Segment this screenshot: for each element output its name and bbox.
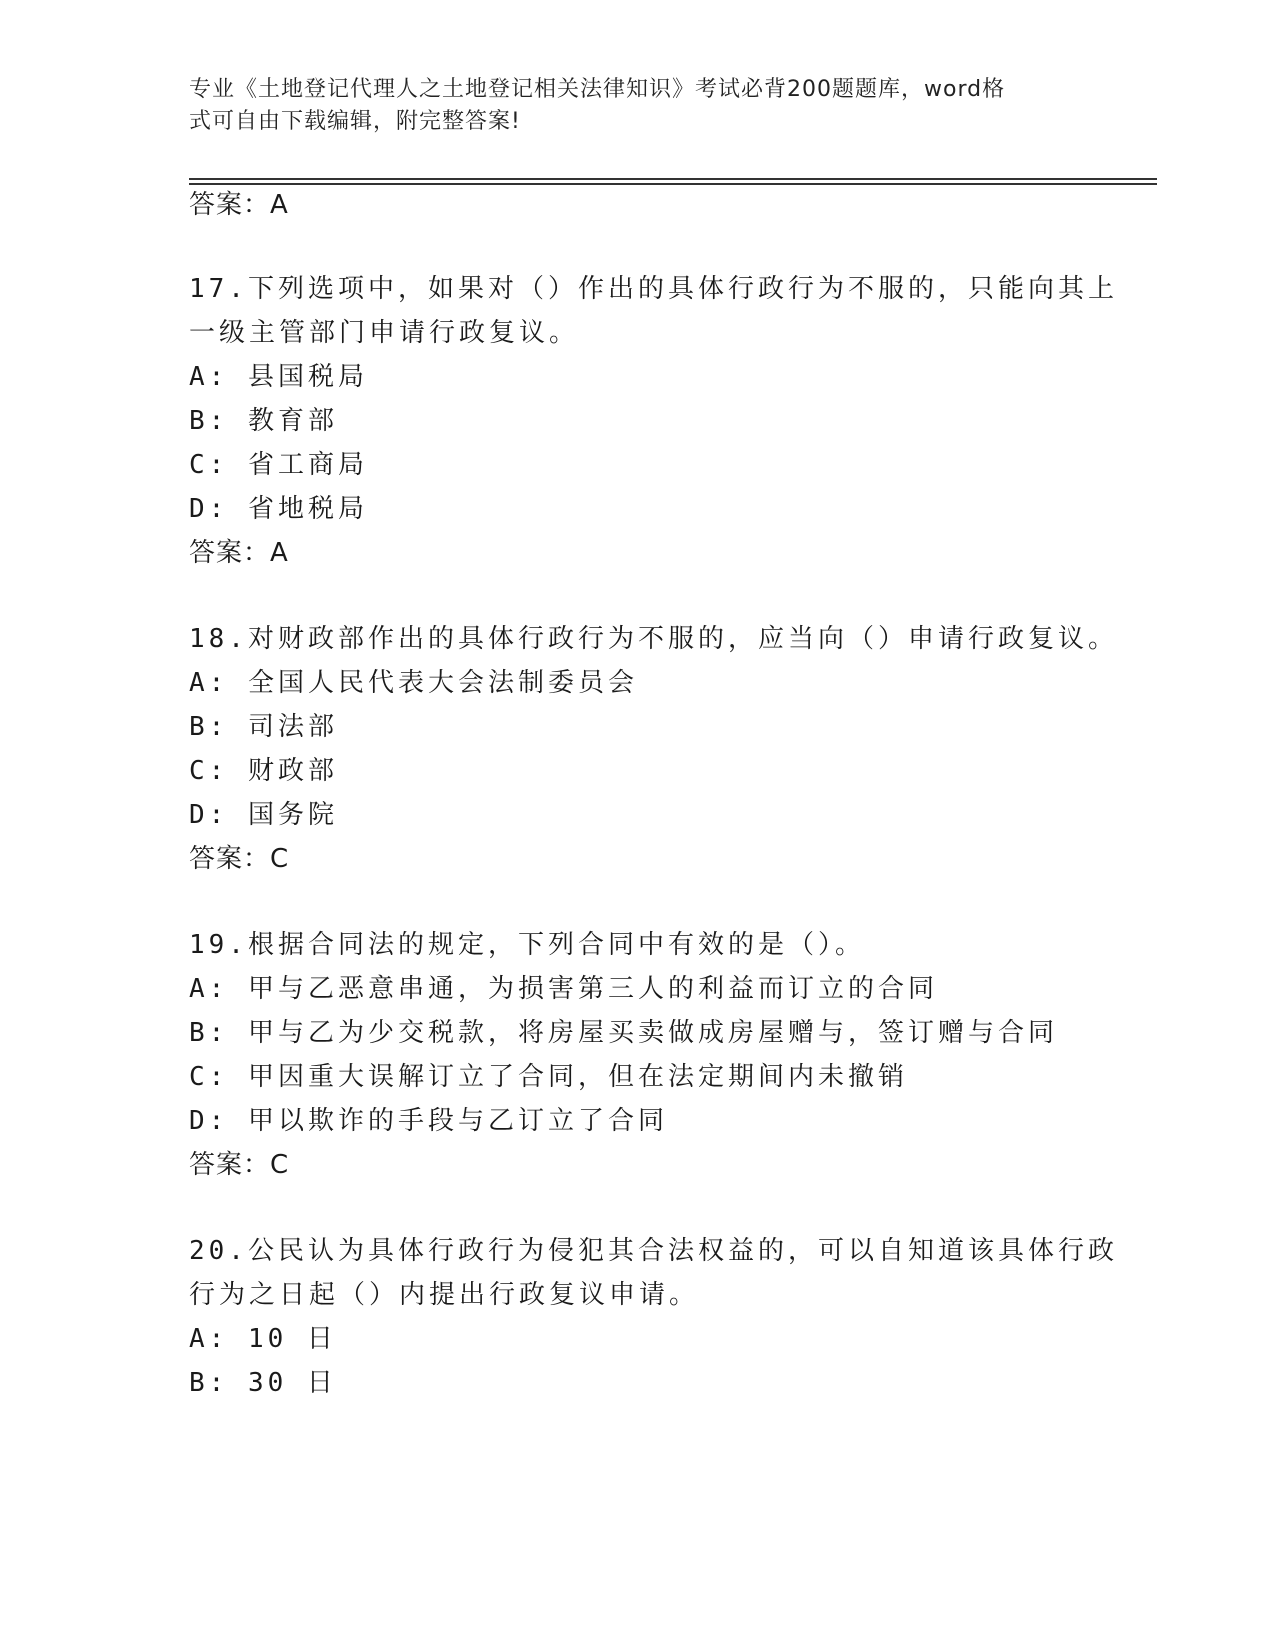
question-17-stem-line-2: 一级主管部门申请行政复议。 — [189, 318, 580, 348]
question-20-option-b: B: 30 日 — [189, 1368, 337, 1398]
question-19-option-b: B: 甲与乙为少交税款，将房屋买卖做成房屋赠与，签订赠与合同 — [189, 1018, 1058, 1048]
question-17-stem-line-1: 17.下列选项中，如果对（）作出的具体行政行为不服的，只能向其上 — [189, 274, 1118, 304]
header-rule-bottom — [189, 183, 1157, 185]
question-18-answer: 答案：C — [189, 844, 290, 874]
question-19-stem-line-1: 19.根据合同法的规定，下列合同中有效的是（）。 — [189, 930, 865, 960]
question-19-option-a: A: 甲与乙恶意串通，为损害第三人的利益而订立的合同 — [189, 974, 938, 1004]
question-19-answer: 答案：C — [189, 1150, 290, 1180]
question-17-option-d: D: 省地税局 — [189, 494, 368, 524]
lead-answer: 答案：A — [189, 190, 289, 220]
question-19-option-d: D: 甲以欺诈的手段与乙订立了合同 — [189, 1106, 668, 1136]
header-line-2: 式可自由下载编辑，附完整答案! — [189, 109, 521, 134]
question-20-stem-line-1: 20.公民认为具体行政行为侵犯其合法权益的，可以自知道该具体行政 — [189, 1236, 1118, 1266]
question-20-option-a: A: 10 日 — [189, 1324, 337, 1354]
question-17-option-b: B: 教育部 — [189, 406, 338, 436]
document-header — [189, 74, 1089, 138]
header-rule-top — [189, 178, 1157, 180]
question-17-option-c: C: 省工商局 — [189, 450, 368, 480]
question-18-option-a: A: 全国人民代表大会法制委员会 — [189, 668, 638, 698]
question-17-answer: 答案：A — [189, 538, 289, 568]
question-17-option-a: A: 县国税局 — [189, 362, 368, 392]
question-20-stem-line-2: 行为之日起（）内提出行政复议申请。 — [189, 1280, 700, 1310]
question-18-option-c: C: 财政部 — [189, 756, 338, 786]
header-line-1: 专业《土地登记代理人之土地登记相关法律知识》考试必背200题题库，word格 — [189, 77, 1006, 102]
question-18-stem-line-1: 18.对财政部作出的具体行政行为不服的，应当向（）申请行政复议。 — [189, 624, 1118, 654]
question-18-option-d: D: 国务院 — [189, 800, 338, 830]
question-19-option-c: C: 甲因重大误解订立了合同，但在法定期间内未撤销 — [189, 1062, 908, 1092]
question-18-option-b: B: 司法部 — [189, 712, 338, 742]
